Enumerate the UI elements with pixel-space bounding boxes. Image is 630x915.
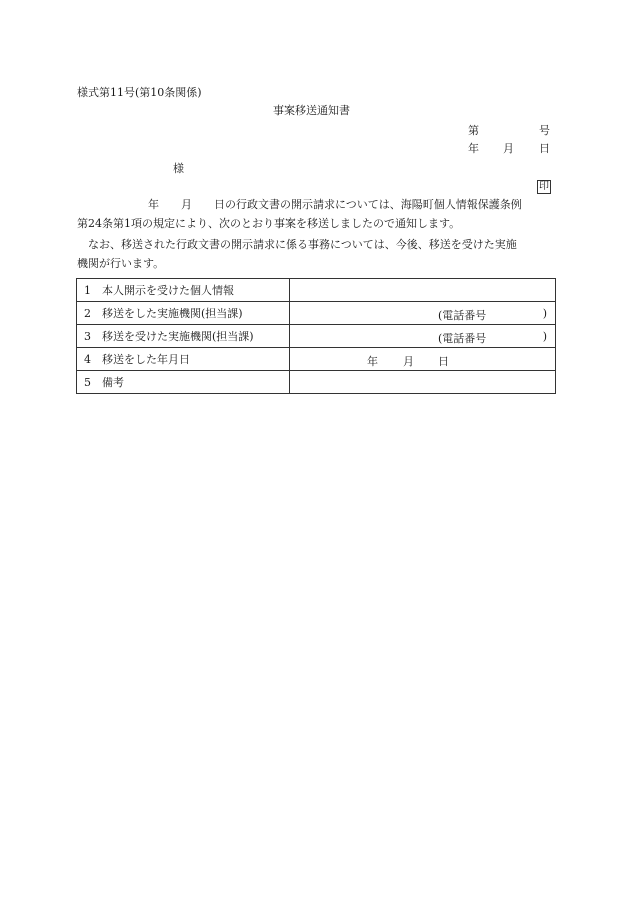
row-number: 1	[84, 284, 91, 297]
date-year: 年	[468, 142, 479, 155]
doc-number-prefix: 第	[468, 124, 479, 137]
table-row	[77, 325, 556, 348]
date-month: 月	[403, 355, 414, 368]
row-label-text: 備考	[102, 376, 124, 389]
row-label-text: 本人開示を受けた個人情報	[102, 284, 234, 297]
row-label-text: 移送をした年月日	[102, 353, 190, 366]
row-label	[77, 371, 290, 394]
body-line: なお、移送された行政文書の開示請求に係る事務については、今後、移送を受けた実施	[88, 238, 517, 251]
addressee-suffix: 様	[173, 162, 184, 175]
body-paragraph-2	[77, 235, 555, 273]
body-paragraph-1	[77, 195, 555, 233]
row-label-text: 移送をした実施機関(担当課)	[102, 307, 243, 320]
doc-number-suffix: 号	[539, 124, 550, 137]
row-label	[77, 348, 290, 371]
row-value-field[interactable]	[290, 371, 556, 394]
body-line: 機関が行います。	[77, 257, 165, 270]
row-label	[77, 325, 290, 348]
row-label	[77, 279, 290, 302]
row-number: 2	[84, 307, 91, 320]
document-title: 事案移送通知書	[273, 104, 350, 117]
table-row	[77, 279, 556, 302]
table-row	[77, 302, 556, 325]
row-value-field[interactable]	[290, 348, 556, 371]
date-month: 月	[503, 142, 514, 155]
table-row	[77, 371, 556, 394]
phone-close: )	[542, 307, 547, 320]
form-reference: 様式第11号(第10条関係)	[77, 86, 202, 99]
phone-label: (電話番号	[438, 332, 487, 345]
phone-close: )	[542, 330, 547, 343]
body-line: 年 月 日の行政文書の開示請求については、海陽町個人情報保護条例	[148, 198, 522, 211]
table-row	[77, 348, 556, 371]
date-year: 年	[367, 355, 378, 368]
date-day: 日	[438, 355, 449, 368]
row-value-field[interactable]	[290, 302, 556, 325]
row-number: 3	[84, 330, 91, 343]
row-label	[77, 302, 290, 325]
body-line: 第24条第1項の規定により、次のとおり事案を移送しましたので通知します。	[77, 217, 461, 230]
date-day: 日	[539, 142, 550, 155]
row-value-field[interactable]	[290, 279, 556, 302]
info-table	[76, 278, 556, 394]
row-label-text: 移送を受けた実施機関(担当課)	[102, 330, 254, 343]
phone-label: (電話番号	[438, 309, 487, 322]
row-number: 4	[84, 353, 91, 366]
row-number: 5	[84, 376, 91, 389]
row-value-field[interactable]	[290, 325, 556, 348]
seal-mark: 印	[539, 181, 549, 192]
